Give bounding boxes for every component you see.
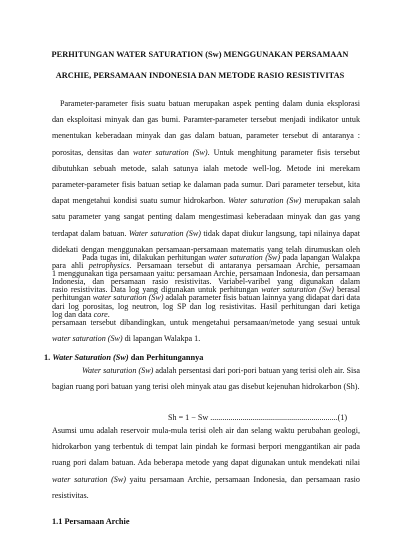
text-run: adalah parameter fisis batuan lainnya yang didapat dari data log dan data [52,293,360,319]
document-title [40,44,360,86]
section-number: 1. [44,353,51,362]
text-run: di lapangan Walakpa 1. [122,334,201,344]
text-run: adalah persentasi dari pori-pori batuan yang terisi oleh air. Sisa bagian ruang pori batuan yang terisi oleh minyak atau gas disebut kejenuhan hidrokarbon (Sh). [52,366,361,392]
italic-run: Water saturation (Sw) [228,196,302,206]
text-run: . [107,309,110,319]
equation-1: Sh = 1 − Sw ...............................................................(1) [168,413,348,422]
text-run: Parameter-parameter fisis suatu batuan merupakan aspek penting dalam dunia eksplorasi dan eksploitasi minyak dan gas bumi. Paramter-parameter tersebut menjadi indikator untuk menentukan keberadaan minyak dan gas dalam batuan, parameter tersebut di antaranya : porositas, densitas dan [52,99,360,157]
italic-run: water saturation (Sw) [52,474,126,484]
italic-run: core [93,309,108,319]
section-heading-1 [44,353,203,362]
section-title-italic: Water Saturation (Sw) [52,353,129,362]
text-run: Pada tugas ini, dilakukan perhitungan [82,253,209,262]
subsection-heading-archie: 1.1 Persamaan Archie [52,517,130,526]
text-run: yaitu persamaan Archie, persamaan Indonesia, dan persamaan rasio resistivitas. [52,474,360,500]
text-run: berasal dari log porositas, log neutron, log SP dan log resistivitas. Hasil perhitungan dari ketiga persamaan tersebut dibandingkan, untuk mengetahui persamaan/metode yang sesuai untuk [52,285,360,327]
italic-run: water saturation (Sw) [208,253,281,262]
title-line-1: PERHITUNGAN WATER SATURATION (Sw) MENGGUNAKAN PERSAMAAN [51,50,349,59]
text-run: merupakan salah satu parameter yang sangat penting dalam mengestimasi keberadaan minyak dan gas yang terdapat dalam batuan. [52,196,360,238]
paragraph-definition [52,363,360,395]
italic-run: petrophysics [88,261,130,271]
italic-run: Water saturation (Sw) [82,366,154,375]
italic-run: water saturation (Sw) [92,293,164,303]
section-title-rest: dan Perhitungannya [128,353,204,362]
paragraph-task [52,250,360,347]
text-run: . Untuk menghitung parameter fisis tersebut dibutuhkan sebuah metode, salah satunya ialah metode well-log. Metode ini merekam parameter-parameter fisis batuan setiap ke dalaman pada sumur. Dari parameter tersebut, kita dapat mengetahui kondisi suatu sumur hidrokarbon. [52,147,360,206]
text-run: Asumsi umu adalah reservoir mula-mula terisi oleh air dan selang waktu perubahan geologi, hidrokarbon yang terbentuk di tempat lain pindah ke formasi berpori menggantikan air pada ruang pori dalam batuan. Ada beberapa metode yang dapat digunakan untuk mendekati nilai [52,426,360,468]
italic-run: water saturation (Sw) [133,147,208,157]
italic-run: water saturation (Sw) [261,285,334,295]
title-line-2: ARCHIE, PERSAMAAN INDONESIA DAN METODE RASIO RESISTIVITAS [55,71,345,80]
italic-run: water saturation (Sw) [52,334,123,344]
paragraph-assumption [52,423,360,504]
text-run: . Persamaan tersebut di antaranya persamaan Archie, persamaan Indonesia, dan persamaan rasio resistivitas. Variabel-varibel yang digunakan dalam perhitungan [52,261,360,303]
text-run: tidak dapat diukur langsung, tapi nilainya dapat didekati dengan menggunakan persamaan-persamaan matematis yang telah dirumuskan oleh para ahli [52,228,360,271]
text-run: pada lapangan Walakpa 1 menggunakan tiga persamaan yaitu: persamaan Archie, persamaan Indonesia, dan persamaan rasio resistivitas. Data log yang digunakan untuk perhitungan [52,253,360,295]
italic-run: Water saturation (Sw) [128,228,201,238]
